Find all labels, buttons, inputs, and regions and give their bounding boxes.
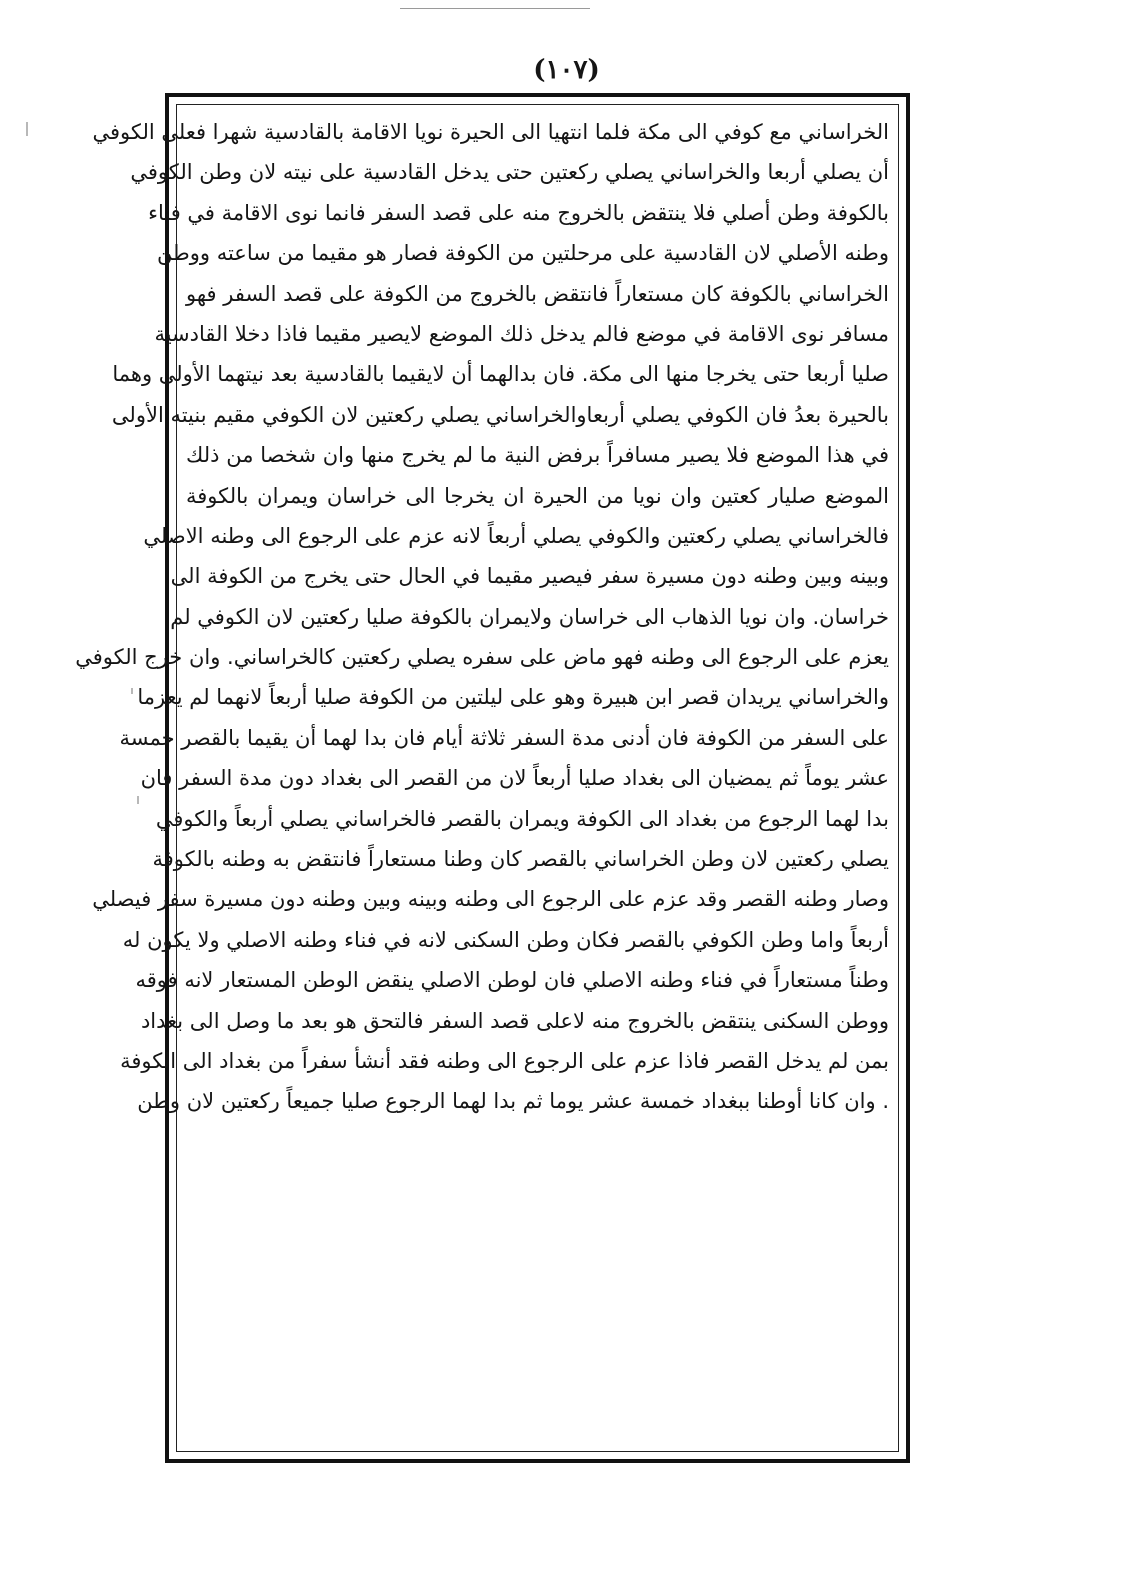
- text-line: أن يصلي أربعا والخراساني يصلي ركعتين حتى يدخل القادسية على نيته لان وطن الكوفي: [130, 160, 889, 185]
- margin-speck: [26, 122, 28, 136]
- text-line: الخراساني بالكوفة كان مستعاراً فانتقض بالخروج من الكوفة على قصد السفر فهو: [186, 281, 889, 306]
- text-line: صليا أربعا حتى يخرجا منها الى مكة. فان بدالهما أن لايقيما بالقادسية بعد نيتهما الأولى وهما: [112, 362, 889, 387]
- text-line: بدا لهما الرجوع من بغداد الى الكوفة ويمران بالقصر فالخراساني يصلي أربعاً والكوفي: [155, 806, 889, 831]
- text-line: أربعاً واما وطن الكوفي بالقصر فكان وطن السكنى لانه في فناء وطنه الاصلي ولا يكون له: [122, 927, 889, 952]
- text-line: وصار وطنه القصر وقد عزم على الرجوع الى وطنه وبينه وبين وطنه دون مسيرة سفر فيصلي: [92, 887, 889, 912]
- text-line: بالكوفة وطن أصلي فلا ينتقض بالخروج منه على قصد السفر فانما نوى الاقامة في فناء: [148, 200, 889, 225]
- text-line: بمن لم يدخل القصر فاذا عزم على الرجوع الى وطنه فقد أنشأ سفراً من بغداد الى الكوفة: [120, 1048, 889, 1073]
- text-line: مسافر نوى الاقامة في موضع فالم يدخل ذلك الموضع لايصير مقيما فاذا دخلا القادسية: [154, 321, 889, 346]
- text-line: بالحيرة بعدُ فان الكوفي يصلي أربعاوالخراساني يصلي ركعتين لان الكوفي مقيم بنيته الأولى: [111, 402, 889, 427]
- margin-speck: [131, 688, 133, 694]
- text-line: وطنه الأصلي لان القادسية على مرحلتين من الكوفة فصار هو مقيما من ساعته ووطن: [157, 241, 889, 266]
- text-line: عشر يوماً ثم يمضيان الى بغداد صليا أربعاً لان من القصر الى بغداد دون مدة السفر فان: [140, 766, 889, 791]
- text-line: في هذا الموضع فلا يصير مسافراً برفض النية ما لم يخرج منها وان شخصا من ذلك: [186, 443, 889, 468]
- top-rule: [400, 8, 590, 9]
- text-line: يعزم على الرجوع الى وطنه فهو ماض على سفره يصلي ركعتين كالخراساني. وان خرج الكوفي: [75, 645, 889, 670]
- text-line: والخراساني يريدان قصر ابن هبيرة وهو على ليلتين من الكوفة صليا أربعاً لانهما لم يعزما: [137, 685, 889, 710]
- text-line: . وان كانا أوطنا ببغداد خمسة عشر يوما ثم بدا لهما الرجوع صليا جميعاً ركعتين لان وطن: [137, 1089, 889, 1114]
- text-line: فالخراساني يصلي ركعتين والكوفي يصلي أربعاً لانه عزم على الرجوع الى وطنه الاصلي: [143, 523, 889, 548]
- text-body: [75, 112, 889, 1447]
- page-number: (١٠٧): [533, 55, 600, 85]
- margin-speck: [137, 796, 139, 804]
- text-line: الموضع صليار كعتين وان نويا من الحيرة ان يخرجا الى خراسان ويمران بالكوفة: [186, 483, 889, 508]
- text-line: خراسان. وان نويا الذهاب الى خراسان ولايمران بالكوفة صليا ركعتين لان الكوفي لم: [170, 604, 889, 629]
- text-line: الخراساني مع كوفي الى مكة فلما انتهيا الى الحيرة نويا الاقامة بالقادسية شهرا فعلى الكوفي: [92, 120, 889, 144]
- text-line: يصلي ركعتين لان وطن الخراساني بالقصر كان وطنا مستعاراً فانتقض به وطنه بالكوفة: [152, 847, 889, 872]
- text-line: ووطن السكنى ينتقض بالخروج منه لاعلى قصد السفر فالتحق هو بعد ما وصل الى بغداد: [140, 1008, 889, 1033]
- text-line: على السفر من الكوفة فان أدنى مدة السفر ثلاثة أيام فان بدا لهما أن يقيما بالقصر خمسة: [119, 725, 889, 750]
- text-line: وطناً مستعاراً في فناء وطنه الاصلي فان لوطن الاصلي ينقض الوطن المستعار لانه فوقه: [135, 968, 889, 993]
- text-line: وبينه وبين وطنه دون مسيرة سفر فيصير مقيما في الحال حتى يخرج من الكوفة الى: [170, 564, 889, 589]
